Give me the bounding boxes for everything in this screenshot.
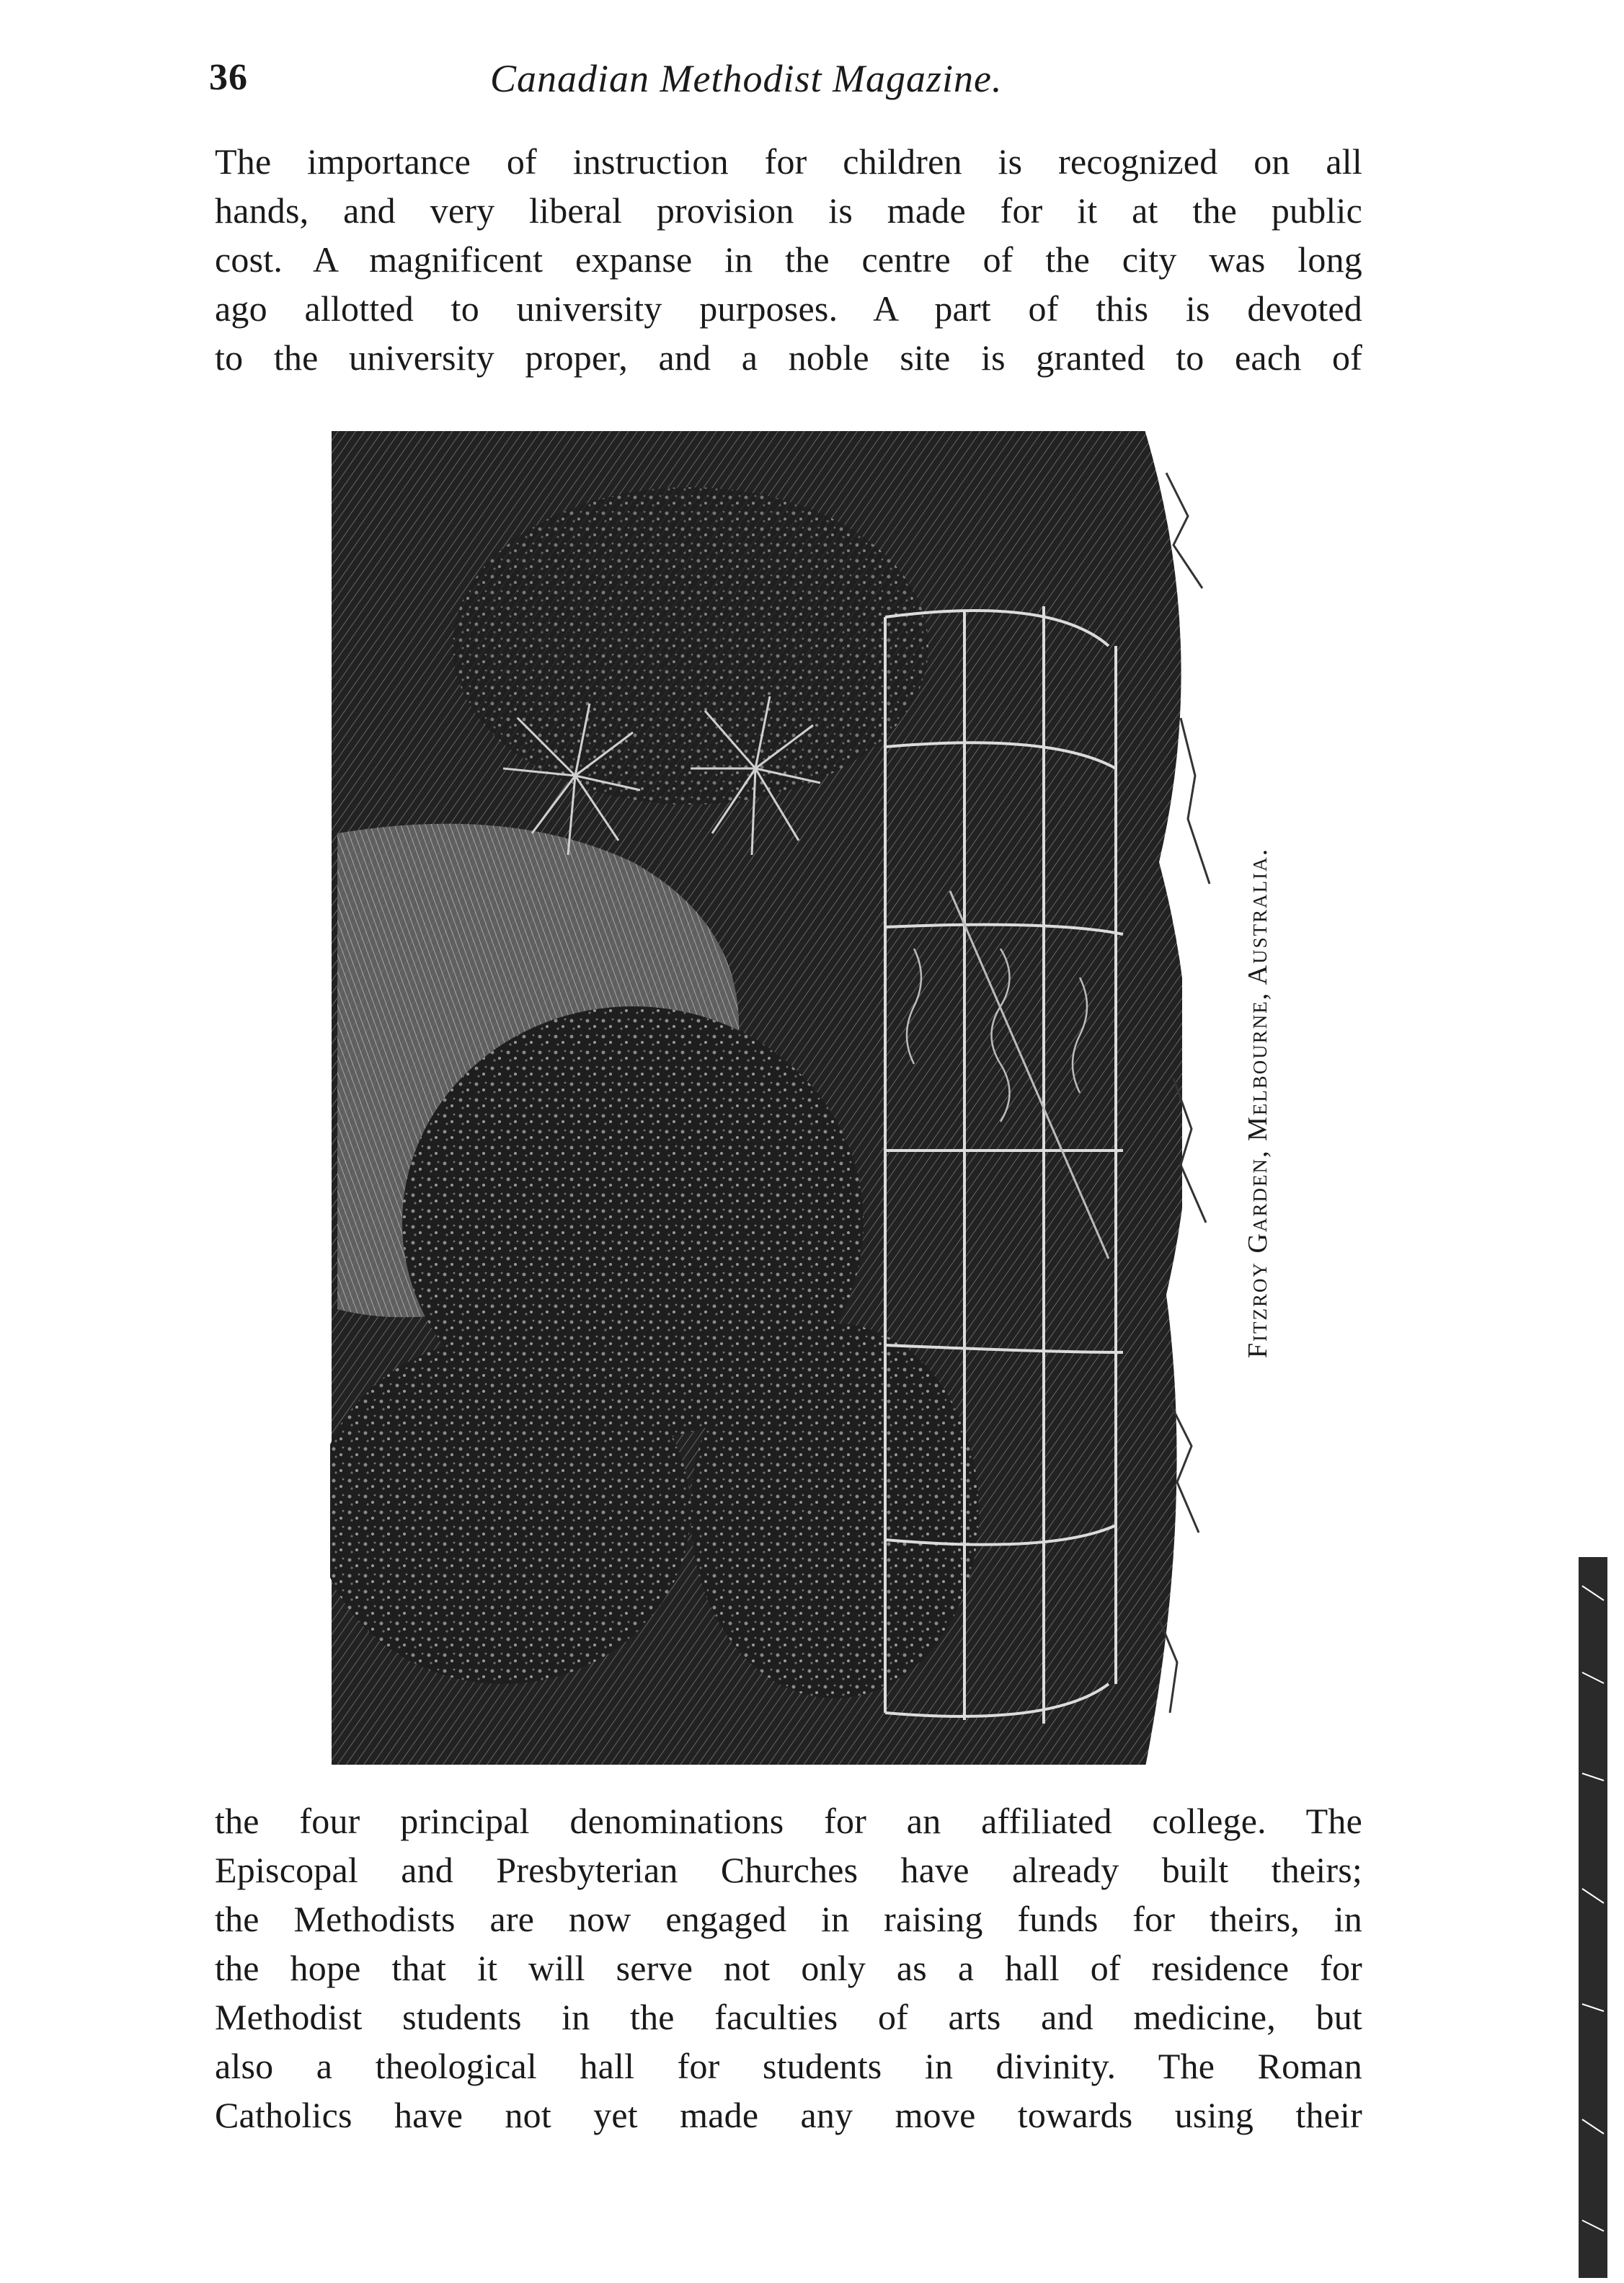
- figure-caption-area: [1225, 742, 1290, 1463]
- text-line: hands, and very liberal provision is made for it at the public: [215, 190, 1362, 231]
- text-line: the Methodists are now engaged in raising funds for theirs, in: [215, 1899, 1362, 1939]
- text-line: cost. A magnificent expanse in the centre of the city was long: [215, 239, 1362, 280]
- text-line: Catholics have not yet made any move towards using their: [215, 2095, 1362, 2135]
- text-line: Methodist students in the faculties of arts and medicine, but: [215, 1997, 1362, 2037]
- figure-caption: Fitzroy Garden, Melbourne, Australia.: [1243, 847, 1273, 1359]
- binding-edge-shadow: [1564, 1557, 1615, 2278]
- page-header: [209, 56, 1362, 114]
- text-line: to the university proper, and a noble site is granted to each of: [215, 337, 1362, 378]
- text-line: The importance of instruction for children is recognized on all: [215, 141, 1362, 182]
- paragraph-top: [215, 137, 1362, 382]
- text-line: also a theological hall for students in divinity. The Roman: [215, 2046, 1362, 2086]
- paragraph-bottom: [215, 1796, 1362, 2140]
- text-line: Episcopal and Presbyterian Churches have already built theirs;: [215, 1850, 1362, 1890]
- running-title: Canadian Methodist Magazine.: [490, 57, 1003, 100]
- text-line: ago allotted to university purposes. A part of this is devoted: [215, 288, 1362, 329]
- text-line: the four principal denominations for an affiliated college. The: [215, 1801, 1362, 1841]
- page-number: 36: [209, 57, 248, 98]
- engraving-illustration: [330, 430, 1246, 1770]
- text-line: the hope that it will serve not only as a hall of residence for: [215, 1948, 1362, 1988]
